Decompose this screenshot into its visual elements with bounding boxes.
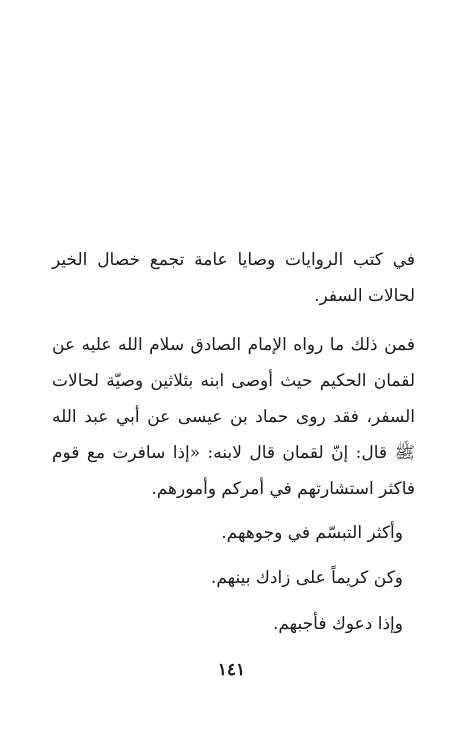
paragraph-travel-advice-intro: في كتب الروايات وصايا عامة تجمع خصال الخير لحالات السفر.: [52, 250, 415, 306]
advice-line-smile: وأكثر التبسّم في وجوههم.: [221, 523, 403, 543]
advice-line-accept-invitation: وإذا دعوك فأجبهم.: [272, 614, 403, 634]
paragraph-luqman-narration: فمن ذلك ما رواه الإمام الصادق سلام الله عليه عن لقمان الحكيم حيث أوصى ابنه بثلاثين وصيّة لحالات السفر، فقد روى حماد بن عيسى عن أبي عبد الله ﷺ قال: إنّ لقمان قال لابنه: «إذا سافرت مع قوم فاكثر استشارتهم في أمركم وأمورهم.: [52, 335, 415, 499]
advice-line-generosity: وكن كريماً على زادك بينهم.: [210, 568, 403, 588]
page-number: ١٤١: [217, 660, 246, 680]
